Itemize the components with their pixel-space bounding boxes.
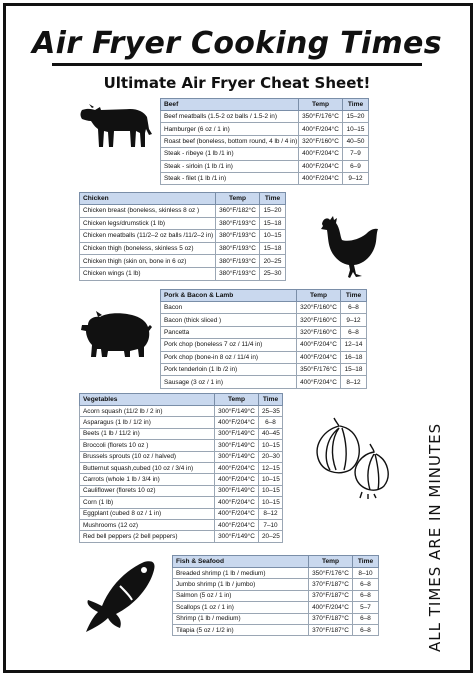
time-cell: 40–45: [259, 428, 283, 439]
fish-row: [173, 568, 379, 579]
fish-row: [173, 590, 379, 601]
item-cell: Steak - sirloin (1 lb /1 in): [161, 160, 299, 172]
fish-row: [173, 579, 379, 590]
item-cell: Beef meatballs (1.5-2 oz balls / 1.5-2 in): [161, 111, 299, 123]
pork-row: [161, 314, 367, 326]
time-cell: 8–12: [341, 376, 367, 388]
time-header: Time: [343, 99, 369, 111]
item-cell: Chicken legs/drumstick (1 lb): [80, 217, 216, 230]
temp-cell: 400°F/204°C: [215, 497, 259, 508]
time-cell: 15–18: [260, 217, 286, 230]
pork-row: [161, 339, 367, 351]
temp-cell: 370°F/187°C: [309, 624, 353, 635]
item-cell: Salmon (5 oz / 1 in): [173, 590, 309, 601]
item-cell: Tilapia (5 oz / 1/2 in): [173, 624, 309, 635]
item-cell: Red bell peppers (2 bell peppers): [80, 531, 215, 542]
fish-row: [173, 613, 379, 624]
time-header: Time: [353, 556, 379, 568]
temp-header: Temp: [216, 193, 260, 205]
time-cell: 15–20: [343, 111, 369, 123]
vegetables-row: [80, 508, 283, 519]
time-cell: 6–8: [353, 613, 379, 624]
beef-table: [160, 98, 369, 185]
time-cell: 5–7: [353, 602, 379, 613]
item-cell: Jumbo shrimp (1 lb / jumbo): [173, 579, 309, 590]
fish-row: [173, 624, 379, 635]
temp-cell: 400°F/204°C: [299, 148, 343, 160]
time-cell: 10–15: [343, 123, 369, 135]
chicken-row: [80, 217, 286, 230]
fish-icon: [80, 556, 160, 636]
time-cell: 20–25: [260, 255, 286, 268]
item-cell: Pork chop (bone-in 8 oz / 11/4 in): [161, 351, 297, 363]
pork-table: [160, 289, 367, 389]
time-cell: 6–8: [353, 624, 379, 635]
time-cell: 10–15: [259, 485, 283, 496]
item-cell: Roast beef (boneless, bottom round, 4 lb / 4 in): [161, 135, 299, 147]
temp-cell: 400°F/204°C: [299, 172, 343, 184]
item-cell: Bacon: [161, 302, 297, 314]
temp-cell: 350°F/176°C: [297, 363, 341, 375]
time-cell: 15–18: [341, 363, 367, 375]
temp-header: Temp: [309, 556, 353, 568]
time-header: Time: [341, 290, 367, 302]
time-cell: 6–8: [353, 590, 379, 601]
vegetables-row: [80, 519, 283, 530]
time-cell: 9–12: [343, 172, 369, 184]
item-cell: Breaded shrimp (1 lb / medium): [173, 568, 309, 579]
temp-cell: 400°F/204°C: [215, 417, 259, 428]
item-cell: Mushrooms (12 oz): [80, 519, 215, 530]
item-cell: Broccoli (florets 10 oz ): [80, 440, 215, 451]
beef-row: [161, 123, 369, 135]
temp-header: Temp: [215, 394, 259, 406]
temp-cell: 300°F/149°C: [215, 485, 259, 496]
time-cell: 10–15: [259, 497, 283, 508]
beef-row: [161, 148, 369, 160]
temp-cell: 380°F/193°C: [216, 217, 260, 230]
fish-heading: Fish & Seafood: [173, 556, 309, 568]
item-cell: Pork tenderloin (1 lb /2 in): [161, 363, 297, 375]
temp-cell: 400°F/204°C: [297, 339, 341, 351]
temp-cell: 300°F/149°C: [215, 440, 259, 451]
time-cell: 7–10: [259, 519, 283, 530]
page-title: Air Fryer Cooking Times: [32, 26, 442, 61]
vegetables-row: [80, 406, 283, 417]
time-cell: 7–9: [343, 148, 369, 160]
temp-cell: 400°F/204°C: [299, 123, 343, 135]
temp-cell: 400°F/204°C: [299, 160, 343, 172]
temp-cell: 400°F/204°C: [309, 602, 353, 613]
temp-cell: 380°F/193°C: [216, 242, 260, 255]
item-cell: Scallops (1 oz / 1 in): [173, 602, 309, 613]
pig-icon: [80, 305, 156, 359]
temp-cell: 320°F/160°C: [297, 326, 341, 338]
item-cell: Chicken wings (1 lb): [80, 267, 216, 280]
side-note: ALL TIMES ARE IN MINUTES: [426, 422, 444, 652]
time-cell: 12–14: [341, 339, 367, 351]
temp-cell: 400°F/204°C: [215, 508, 259, 519]
item-cell: Butternut squash,cubed (10 oz / 3/4 in): [80, 462, 215, 473]
chicken-row: [80, 267, 286, 280]
chicken-row: [80, 242, 286, 255]
temp-header: Temp: [299, 99, 343, 111]
item-cell: Chicken thigh (boneless, skinless 5 oz): [80, 242, 216, 255]
temp-cell: 380°F/193°C: [216, 230, 260, 243]
time-cell: 10–15: [259, 474, 283, 485]
time-cell: 6–8: [259, 417, 283, 428]
temp-cell: 300°F/149°C: [215, 531, 259, 542]
temp-cell: 370°F/187°C: [309, 613, 353, 624]
time-cell: 25–30: [260, 267, 286, 280]
temp-cell: 360°F/182°C: [216, 205, 260, 218]
pork-row: [161, 326, 367, 338]
vegetables-row: [80, 417, 283, 428]
temp-cell: 300°F/149°C: [215, 406, 259, 417]
item-cell: Carrots (whole 1 lb / 3/4 in): [80, 474, 215, 485]
chicken-row: [80, 230, 286, 243]
item-cell: Corn (1 lb): [80, 497, 215, 508]
temp-cell: 320°F/160°C: [297, 314, 341, 326]
item-cell: Acorn squash (11/2 lb / 2 in): [80, 406, 215, 417]
pork-row: [161, 363, 367, 375]
item-cell: Sausage (3 oz / 1 in): [161, 376, 297, 388]
item-cell: Chicken breast (boneless, skinless 8 oz ): [80, 205, 216, 218]
item-cell: Chicken thigh (skin on, bone in 6 oz): [80, 255, 216, 268]
time-header: Time: [259, 394, 283, 406]
temp-cell: 370°F/187°C: [309, 579, 353, 590]
page-subtitle: Ultimate Air Fryer Cheat Sheet!: [103, 74, 371, 92]
vegetables-row: [80, 485, 283, 496]
beef-row: [161, 172, 369, 184]
time-cell: 10–15: [259, 440, 283, 451]
chicken-table: [79, 192, 286, 281]
fish-table: [172, 555, 379, 636]
time-cell: 6–9: [343, 160, 369, 172]
time-cell: 8–10: [353, 568, 379, 579]
vegetables-row: [80, 428, 283, 439]
temp-cell: 400°F/204°C: [297, 351, 341, 363]
chicken-row: [80, 255, 286, 268]
item-cell: Chicken meatballs (11/2–2 oz balls /11/2–2 in): [80, 230, 216, 243]
item-cell: Hamburger (6 oz / 1 in): [161, 123, 299, 135]
vegetables-row: [80, 531, 283, 542]
item-cell: Steak - filet (1 lb /1 in): [161, 172, 299, 184]
time-cell: 40–50: [343, 135, 369, 147]
beef-heading: Beef: [161, 99, 299, 111]
vegetables-table: [79, 393, 283, 543]
vegetables-heading: Vegetables: [80, 394, 215, 406]
item-cell: Eggplant (cubed 8 oz / 1 in): [80, 508, 215, 519]
temp-cell: 300°F/149°C: [215, 451, 259, 462]
fish-row: [173, 602, 379, 613]
item-cell: Pancetta: [161, 326, 297, 338]
time-cell: 25–35: [259, 406, 283, 417]
item-cell: Cauliflower (florets 10 oz): [80, 485, 215, 496]
cow-icon: [78, 98, 158, 148]
time-cell: 10–15: [260, 230, 286, 243]
temp-cell: 400°F/204°C: [215, 519, 259, 530]
pork-row: [161, 302, 367, 314]
time-cell: 15–20: [260, 205, 286, 218]
time-cell: 6–8: [341, 326, 367, 338]
temp-cell: 350°F/176°C: [309, 568, 353, 579]
time-cell: 9–12: [341, 314, 367, 326]
vegetables-row: [80, 497, 283, 508]
vegetables-row: [80, 440, 283, 451]
pork-row: [161, 376, 367, 388]
title-underline: [52, 63, 422, 66]
time-cell: 6–8: [353, 579, 379, 590]
time-cell: 20–25: [259, 531, 283, 542]
chicken-row: [80, 205, 286, 218]
temp-cell: 320°F/160°C: [299, 135, 343, 147]
time-cell: 6–8: [341, 302, 367, 314]
time-cell: 8–12: [259, 508, 283, 519]
pork-heading: Pork & Bacon & Lamb: [161, 290, 297, 302]
time-cell: 16–18: [341, 351, 367, 363]
temp-cell: 380°F/193°C: [216, 267, 260, 280]
temp-cell: 350°F/176°C: [299, 111, 343, 123]
temp-cell: 370°F/187°C: [309, 590, 353, 601]
vegetables-row: [80, 474, 283, 485]
time-cell: 12–15: [259, 462, 283, 473]
item-cell: Shrimp (1 lb / medium): [173, 613, 309, 624]
temp-cell: 400°F/204°C: [297, 376, 341, 388]
time-cell: 15–18: [260, 242, 286, 255]
chicken-icon: [316, 212, 382, 284]
item-cell: Brussels sprouts (10 oz / halved): [80, 451, 215, 462]
chicken-heading: Chicken: [80, 193, 216, 205]
temp-cell: 320°F/160°C: [297, 302, 341, 314]
item-cell: Beets (1 lb / 11/2 in): [80, 428, 215, 439]
beef-row: [161, 111, 369, 123]
pork-row: [161, 351, 367, 363]
time-cell: 20–30: [259, 451, 283, 462]
vegetables-row: [80, 462, 283, 473]
temp-cell: 380°F/193°C: [216, 255, 260, 268]
temp-cell: 300°F/149°C: [215, 428, 259, 439]
beef-row: [161, 135, 369, 147]
onion-icon: [312, 414, 392, 500]
item-cell: Asparagus (1 lb / 1/2 in): [80, 417, 215, 428]
vegetables-row: [80, 451, 283, 462]
temp-cell: 400°F/204°C: [215, 474, 259, 485]
temp-cell: 400°F/204°C: [215, 462, 259, 473]
beef-row: [161, 160, 369, 172]
item-cell: Steak - ribeye (1 lb /1 in): [161, 148, 299, 160]
item-cell: Pork chop (boneless 7 oz / 11/4 in): [161, 339, 297, 351]
temp-header: Temp: [297, 290, 341, 302]
time-header: Time: [260, 193, 286, 205]
item-cell: Bacon (thick sliced ): [161, 314, 297, 326]
